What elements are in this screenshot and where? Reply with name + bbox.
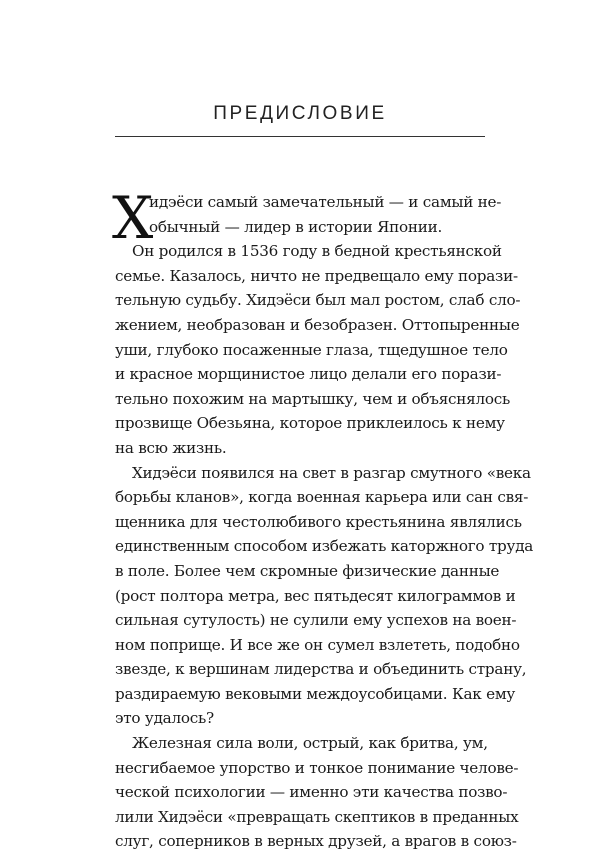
body-text [112, 184, 534, 854]
chapter-heading: ПРЕДИСЛОВИЕ [213, 103, 387, 124]
text-line: звезде, к вершинам лидерства и объединить страну, [115, 660, 527, 679]
text-line: это удалось? [115, 709, 214, 728]
text-line: Хидэёси появился на свет в разгар смутного «века [132, 463, 531, 482]
text-line: тельно похожим на мартышку, чем и объяснялось [115, 389, 511, 408]
text-line: семье. Казалось, ничто не предвещало ему порази- [115, 266, 518, 285]
text-line: ном поприще. И все же он сумел взлететь, подобно [115, 635, 520, 654]
text-line: идэёси самый замечательный — и самый не- [149, 193, 502, 211]
text-line: лили Хидэёси «превращать скептиков в преданных [115, 807, 519, 826]
drop-cap: Х [112, 184, 154, 252]
text-line: несгибаемое упорство и тонкое понимание челове- [115, 758, 519, 777]
text-line: щенника для честолюбивого крестьянина являлись [115, 512, 522, 531]
text-line: ческой психологии — именно эти качества позво- [115, 783, 508, 802]
text-line: борьбы кланов», когда военная карьера или сан свя- [115, 488, 529, 507]
text-line: Железная сила воли, острый, как бритва, ум, [132, 734, 488, 753]
text-line: в поле. Более чем скромные физические данные [115, 561, 500, 580]
text-line: на всю жизнь. [115, 438, 227, 457]
text-line: сильная сутулость) не сулили ему успехов на воен- [115, 611, 517, 630]
text-line: и красное морщинистое лицо делали его порази- [115, 365, 502, 384]
text-line: тельную судьбу. Хидэёси был мал ростом, слаб сло- [115, 291, 521, 310]
text-line: раздираемую вековыми междоусобицами. Как ему [115, 684, 516, 703]
heading-rule [115, 136, 485, 137]
text-line: слуг, соперников в верных друзей, а врагов в союз- [115, 832, 517, 851]
text-line: прозвище Обезьяна, которое приклеилось к нему [115, 414, 505, 433]
text-line: уши, глубоко посаженные глаза, тщедушное тело [115, 340, 508, 359]
text-line: (рост полтора метра, вес пятьдесят килограммов и [115, 586, 516, 605]
text-line: жением, необразован и безобразен. Оттопыренные [115, 315, 520, 334]
text-line: обычный — лидер в истории Японии. [149, 217, 443, 236]
text-line: единственным способом избежать каторжного труда [115, 537, 534, 556]
text-line: Он родился в 1536 году в бедной крестьянской [132, 242, 502, 261]
